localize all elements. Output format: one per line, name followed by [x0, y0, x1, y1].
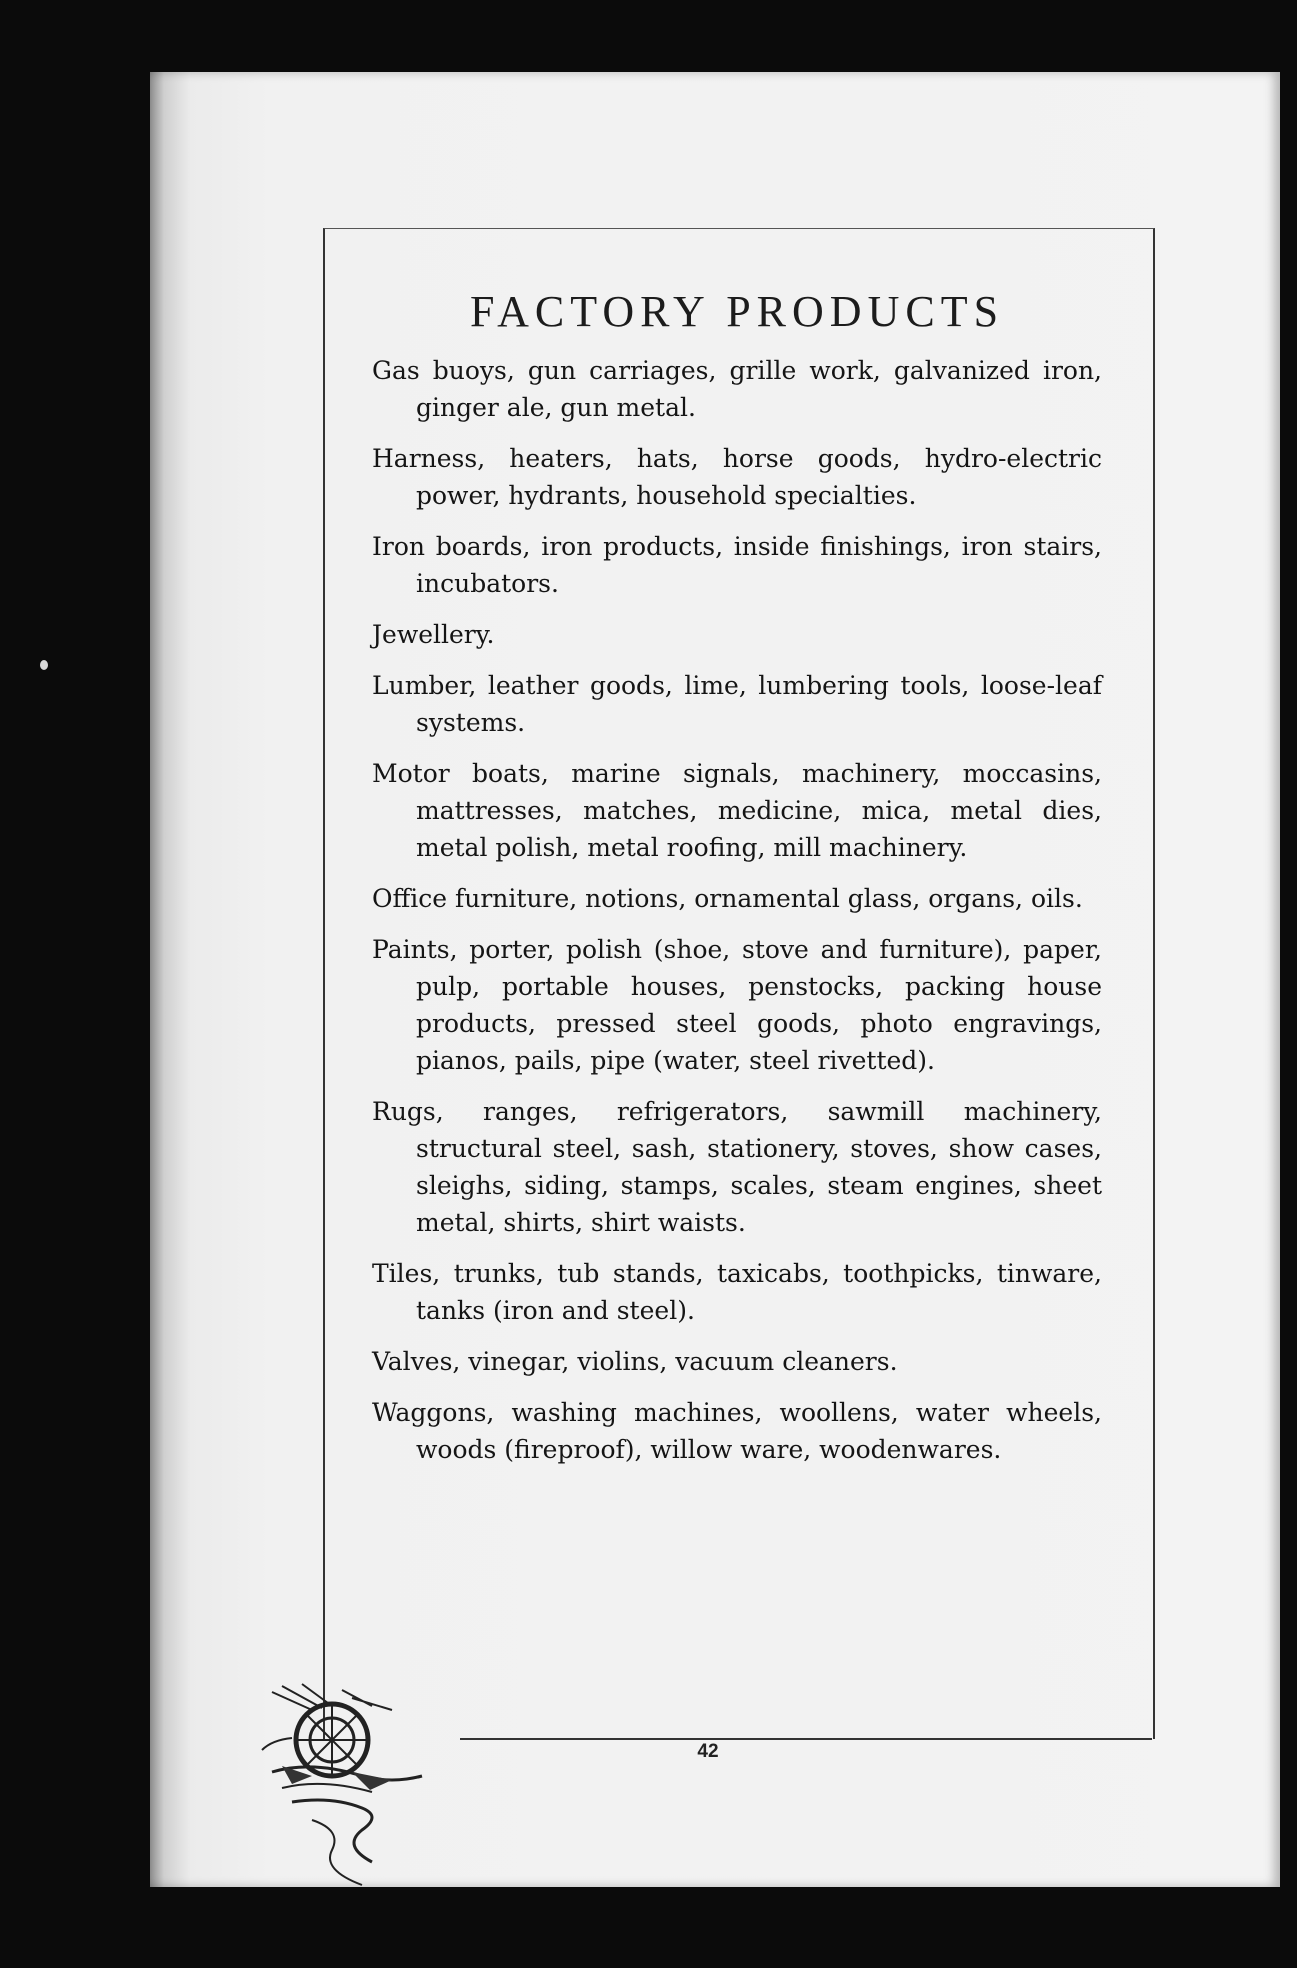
list-item: Office furniture, notions, ornamental glass, organs, oils. [372, 884, 1083, 913]
list-item: Jewellery. [372, 620, 495, 649]
list-item: Paints, porter, polish (shoe, stove and furniture), paper, pulp, portable houses, penstocks, packing house products, pressed steel goods, photo engravings, pianos, pails, pipe (water, steel rivetted). [372, 935, 1102, 1075]
page-number: 42 [697, 1741, 719, 1762]
list-item: Gas buoys, gun carriages, grille work, galvanized iron, ginger ale, gun metal. [372, 356, 1102, 422]
list-item: Lumber, leather goods, lime, lumbering tools, loose-leaf systems. [372, 671, 1102, 737]
list-item: Rugs, ranges, refrigerators, sawmill machinery, structural steel, sash, stationery, stoves, show cases, sleighs, siding, stamps, scales, steam engines, sheet metal, shirts, shirt waists. [372, 1097, 1102, 1237]
page-title: FACTORY PRODUCTS [469, 287, 1005, 336]
dust-speck [40, 660, 48, 670]
product-list [372, 352, 1102, 1482]
list-item: Motor boats, marine signals, machinery, moccasins, mattresses, matches, medicine, mica, metal dies, metal polish, metal roofing, mill machinery. [372, 759, 1102, 862]
list-item: Valves, vinegar, violins, vacuum cleaners. [372, 1347, 898, 1376]
page-border-bottom [460, 1738, 1152, 1740]
list-item: Waggons, washing machines, woollens, water wheels, woods (fireproof), willow ware, woodenwares. [372, 1398, 1102, 1464]
list-item: Harness, heaters, hats, horse goods, hydro-electric power, hydrants, household specialties. [372, 444, 1102, 510]
list-item: Tiles, trunks, tub stands, taxicabs, toothpicks, tinware, tanks (iron and steel). [372, 1259, 1102, 1325]
list-item: Iron boards, iron products, inside finishings, iron stairs, incubators. [372, 532, 1102, 598]
waterwheel-emblem-icon [252, 1680, 452, 1890]
